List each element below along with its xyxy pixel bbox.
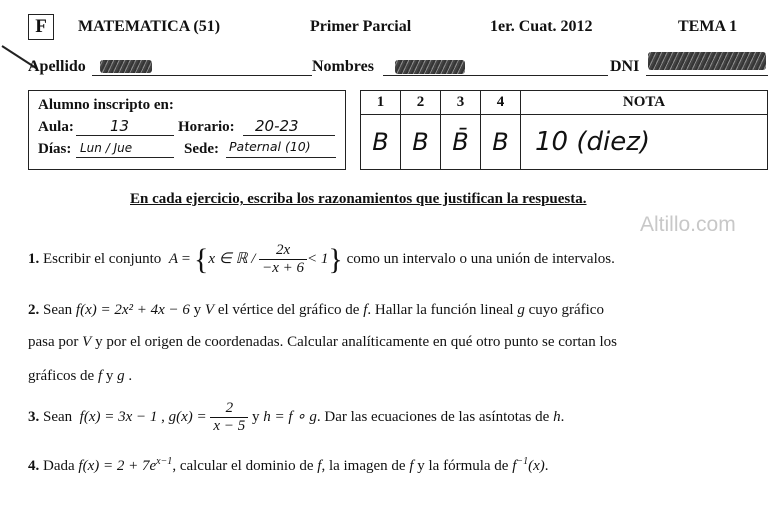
e2-text-b: y	[193, 302, 202, 318]
e3-text-a: Sean	[43, 409, 73, 426]
grade-value-1: B	[361, 115, 401, 170]
e4-finv-arg: (x)	[528, 458, 545, 474]
e2-text-j: .	[128, 368, 133, 384]
close-brace: }	[328, 242, 343, 276]
e2-text-g: y por el origen de coordenadas. Calcular analíticamente en qué otro punto se cortan los	[95, 334, 617, 350]
exercise-4-number: 4.	[28, 458, 40, 474]
surname-redacted	[100, 60, 152, 73]
enrollment-title: Alumno inscripto en:	[38, 97, 174, 113]
e3-fraction	[210, 400, 248, 436]
grade-header-4: 4	[481, 91, 521, 115]
e2-g: g	[517, 302, 525, 318]
e4-text-c: , la imagen de	[321, 458, 406, 474]
e3-text-y: y	[251, 409, 260, 426]
set-name: A	[168, 251, 178, 268]
e4-text-a: Dada	[43, 458, 75, 474]
term-label: 1er. Cuat. 2012	[490, 18, 593, 35]
e3-h: h	[553, 409, 561, 426]
exam-letter-box: F	[28, 14, 54, 40]
e4-dot: .	[544, 458, 549, 474]
days-label: Días:	[38, 141, 72, 157]
room-label: Aula:	[38, 119, 74, 135]
grade-header-nota: NOTA	[521, 91, 768, 115]
exercise-1-number: 1.	[28, 251, 40, 268]
exercise-2-line-3	[28, 368, 132, 385]
grade-value-3: B̄	[441, 115, 481, 170]
e2-g-2: g	[117, 368, 125, 384]
e4-f-2: f	[409, 458, 414, 474]
e4-text-b: , calcular el dominio de	[172, 458, 314, 474]
site-value: Paternal (10)	[229, 139, 311, 154]
grade-value-2: B	[401, 115, 441, 170]
e4-finv: f	[512, 458, 517, 474]
e2-text-f: pasa por	[28, 334, 79, 350]
exercise-2-line-2	[28, 334, 617, 351]
final-grade-value: 10 (diez)	[521, 115, 768, 170]
e2-text-h: gráficos de	[28, 368, 95, 384]
e2-text-i: y	[105, 368, 114, 384]
names-label: Nombres	[312, 58, 374, 75]
e3-dot: .	[560, 409, 565, 426]
set-fraction	[259, 242, 307, 278]
open-brace: {	[193, 242, 209, 276]
e2-vertex: V	[204, 302, 215, 318]
e2-text-e: cuyo gráfico	[528, 302, 604, 318]
e2-text-a: Sean	[43, 302, 73, 318]
e3-fraction-num: 2	[210, 400, 248, 418]
exercise-2-number: 2.	[28, 302, 40, 318]
e2-text-c: el vértice del gráfico de	[217, 302, 360, 318]
exercise-3-number: 3.	[28, 409, 40, 426]
e2-text-d: . Hallar la función lineal	[367, 302, 514, 318]
room-value: 13	[110, 117, 130, 135]
e3-comma: ,	[161, 409, 165, 426]
set-condition-a: x ∈ ℝ /	[208, 251, 256, 268]
e3-composition: h = f ∘ g	[263, 409, 317, 426]
exercise-2-line-1	[28, 302, 604, 319]
exercise-1-text-post: como un intervalo o una unión de intervalos.	[346, 251, 615, 268]
e4-text-d: y la fórmula de	[417, 458, 509, 474]
e3-function-g: g(x) =	[168, 409, 207, 426]
e2-f: f	[363, 302, 368, 318]
set-condition-b: < 1	[307, 251, 329, 268]
e4-finv-exp: −1	[516, 456, 529, 467]
exercise-3	[28, 400, 564, 436]
e3-fraction-den: x − 5	[213, 418, 246, 435]
e3-text-b: . Dar las ecuaciones de las asíntotas de	[316, 409, 550, 426]
course-title: MATEMATICA (51)	[78, 18, 221, 35]
exercise-1: 1. Escribir el conjunto A = {x ∈ ℝ / $\frac{2x}{-x + 6}$ < 1} como un intervalo o una unión de intervalos.	[28, 242, 615, 277]
set-fraction-num: 2x	[259, 242, 307, 260]
days-value: Lun / Jue	[80, 141, 133, 155]
names-redacted	[395, 60, 465, 74]
dni-redacted	[648, 52, 766, 70]
site-label: Sede:	[184, 141, 219, 157]
e4-f: f	[317, 458, 322, 474]
e2-vertex-2: V	[82, 334, 92, 350]
e4-function-f: f(x) = 2 + 7e	[78, 458, 157, 474]
grade-header-3: 3	[441, 91, 481, 115]
exercise-4	[28, 456, 549, 475]
schedule-label: Horario:	[178, 119, 235, 135]
e2-f-2: f	[97, 368, 103, 384]
grade-value-4: B	[481, 115, 521, 170]
surname-label: Apellido	[28, 58, 86, 75]
watermark: Altillo.com	[640, 213, 736, 236]
exam-title: Primer Parcial	[310, 18, 412, 35]
grades-table	[360, 90, 768, 170]
set-fraction-den: −x + 6	[262, 260, 305, 277]
e3-function-f: f(x) = 3x − 1	[79, 409, 158, 426]
theme-label: TEMA 1	[678, 18, 738, 35]
grade-header-2: 2	[401, 91, 441, 115]
exercise-1-text-pre: Escribir el conjunto	[43, 251, 162, 268]
dni-label: DNI	[610, 58, 640, 75]
grade-header-1: 1	[361, 91, 401, 115]
instruction-text: En cada ejercicio, escriba los razonamientos que justifican la respuesta.	[130, 191, 587, 207]
e2-function-f: f(x) = 2x² + 4x − 6	[75, 302, 190, 318]
e4-exponent: x−1	[156, 456, 173, 467]
schedule-value: 20-23	[255, 117, 299, 135]
